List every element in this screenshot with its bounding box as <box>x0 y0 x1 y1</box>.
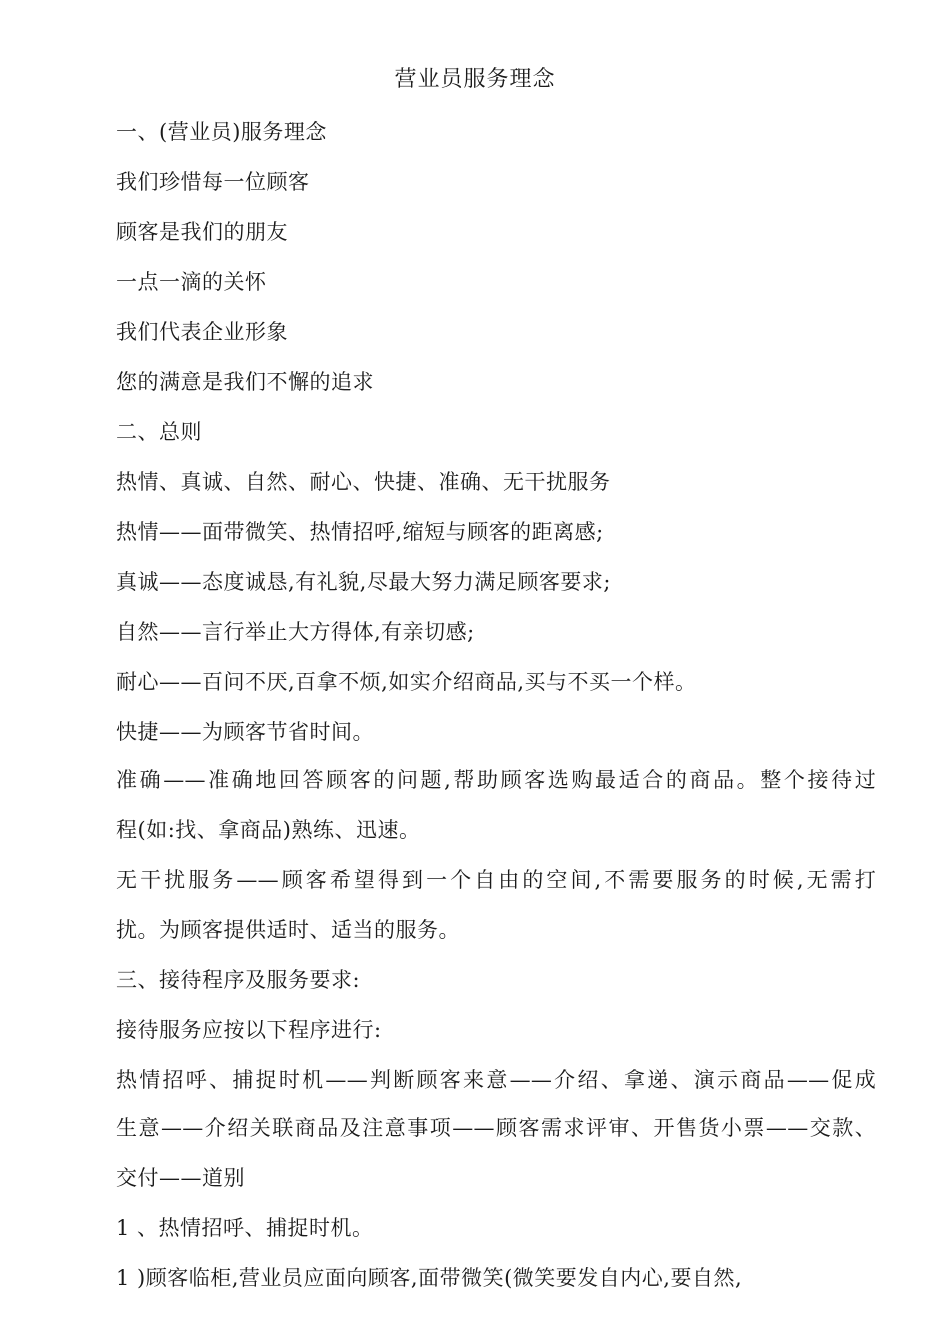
paragraph-line: 顾客是我们的朋友 <box>116 220 288 244</box>
paragraph-line: 自然——言行举止大方得体,有亲切感; <box>116 620 475 644</box>
section-heading-procedure: 三、接待程序及服务要求: <box>116 968 361 992</box>
paragraph-line: 真诚——态度诚恳,有礼貌,尽最大努力满足顾客要求; <box>116 570 611 594</box>
subsection-heading: 1 、热情招呼、捕捉时机。 <box>116 1216 374 1240</box>
paragraph-line: 1 )顾客临柜,营业员应面向顾客,面带微笑(微笑要发自内心,要自然, <box>116 1266 743 1290</box>
paragraph-line: 准确——准确地回答顾客的问题,帮助顾客选购最适合的商品。整个接待过 <box>116 768 876 792</box>
paragraph-line: 快捷——为顾客节省时间。 <box>116 720 374 744</box>
paragraph-line: 生意——介绍关联商品及注意事项——顾客需求评审、开售货小票——交款、 <box>116 1116 876 1140</box>
paragraph-line: 热情——面带微笑、热情招呼,缩短与顾客的距离感; <box>116 520 604 544</box>
paragraph-line: 扰。为顾客提供适时、适当的服务。 <box>116 918 460 942</box>
document-title: 营业员服务理念 <box>394 67 556 92</box>
paragraph-line: 我们代表企业形象 <box>116 320 288 344</box>
section-heading-general: 二、总则 <box>116 420 202 444</box>
paragraph-line: 一点一滴的关怀 <box>116 270 267 294</box>
paragraph-line: 您的满意是我们不懈的追求 <box>116 370 374 394</box>
paragraph-line: 耐心——百问不厌,百拿不烦,如实介绍商品,买与不买一个样。 <box>116 670 697 694</box>
paragraph-line: 热情招呼、捕捉时机——判断顾客来意——介绍、拿递、演示商品——促成 <box>116 1068 876 1092</box>
paragraph-line: 交付——道别 <box>116 1166 245 1190</box>
paragraph-line: 无干扰服务——顾客希望得到一个自由的空间,不需要服务的时候,无需打 <box>116 868 876 892</box>
paragraph-line: 接待服务应按以下程序进行: <box>116 1018 382 1042</box>
paragraph-line: 热情、真诚、自然、耐心、快捷、准确、无干扰服务 <box>116 470 611 494</box>
section-heading-service-concept: 一、(营业员)服务理念 <box>116 120 327 144</box>
paragraph-line: 程(如:找、拿商品)熟练、迅速。 <box>116 818 421 842</box>
paragraph-line: 我们珍惜每一位顾客 <box>116 170 310 194</box>
